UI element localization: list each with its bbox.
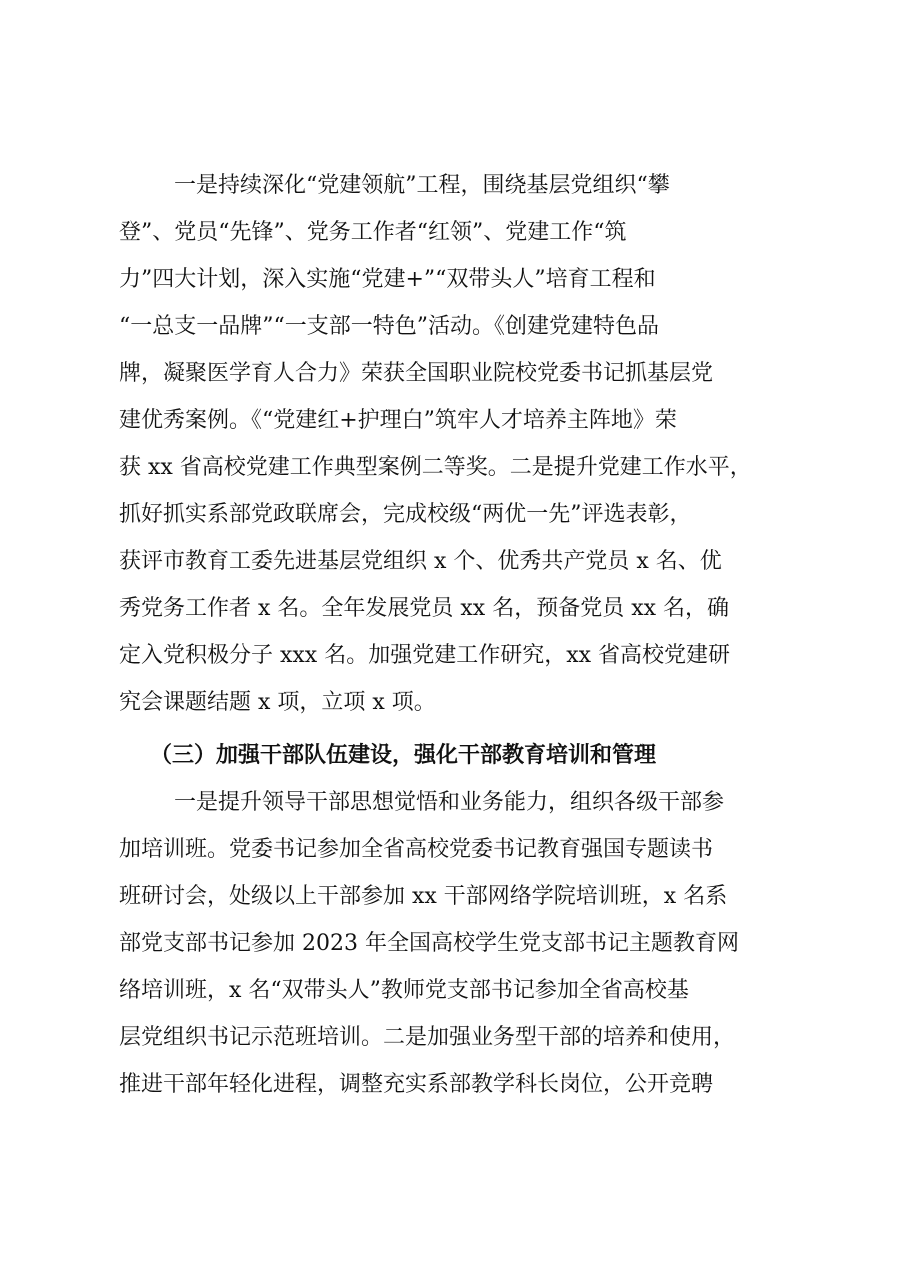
paragraph-1-line-9: 获评市教育工委先进基层党组织 x 个、优秀共产党员 x 名、优 <box>119 549 722 574</box>
paragraph-2-line-4: 部党支部书记参加 2023 年全国高校学生党支部书记主题教育网 <box>119 931 739 956</box>
section-heading: （三）加强干部队伍建设，强化干部教育培训和管理 <box>150 742 657 768</box>
paragraph-1-line-8: 抓好抓实系部党政联席会，完成校级“两优一先”评选表彰， <box>119 502 692 527</box>
paragraph-2-line-3: 班研讨会，处级以上干部参加 xx 干部网络学院培训班，x 名系 <box>119 884 728 909</box>
paragraph-1-line-10: 秀党务工作者 x 名。全年发展党员 xx 名，预备党员 xx 名，确 <box>119 596 729 621</box>
paragraph-2-line-7: 推进干部年轻化进程，调整充实系部教学科长岗位，公开竞聘 <box>119 1072 714 1097</box>
paragraph-1-line-4: “一总支一品牌”“一支部一特色”活动。《创建党建特色品 <box>119 314 659 339</box>
paragraph-2-line-6: 层党组织书记示范班培训。二是加强业务型干部的培养和使用， <box>119 1025 736 1050</box>
paragraph-1-line-1: 一是持续深化“党建领航”工程，围绕基层党组织“攀 <box>174 173 670 198</box>
paragraph-1-line-11: 定入党积极分子 xxx 名。加强党建工作研究，xx 省高校党建研 <box>119 643 731 668</box>
paragraph-1-line-5: 牌，凝聚医学育人合力》荣获全国职业院校党委书记抓基层党 <box>119 361 714 386</box>
paragraph-1-line-2: 登”、党员“先锋”、党务工作者“红领”、党建工作“筑 <box>119 220 627 245</box>
paragraph-1-line-7: 获 xx 省高校党建工作典型案例二等奖。二是提升党建工作水平， <box>119 455 752 480</box>
paragraph-2-line-2: 加培训班。党委书记参加全省高校党委书记教育强国专题读书 <box>119 837 714 862</box>
paragraph-1-line-3: 力”四大计划，深入实施“党建+”“双带头人”培育工程和 <box>119 267 656 292</box>
paragraph-1-line-12: 究会课题结题 x 项，立项 x 项。 <box>119 690 436 715</box>
paragraph-1-line-6: 建优秀案例。《“党建红+护理白”筑牢人才培养主阵地》荣 <box>119 408 677 433</box>
paragraph-2-line-5: 络培训班，x 名“双带头人”教师党支部书记参加全省高校基 <box>119 978 689 1003</box>
paragraph-2-line-1: 一是提升领导干部思想觉悟和业务能力，组织各级干部参 <box>174 790 725 815</box>
